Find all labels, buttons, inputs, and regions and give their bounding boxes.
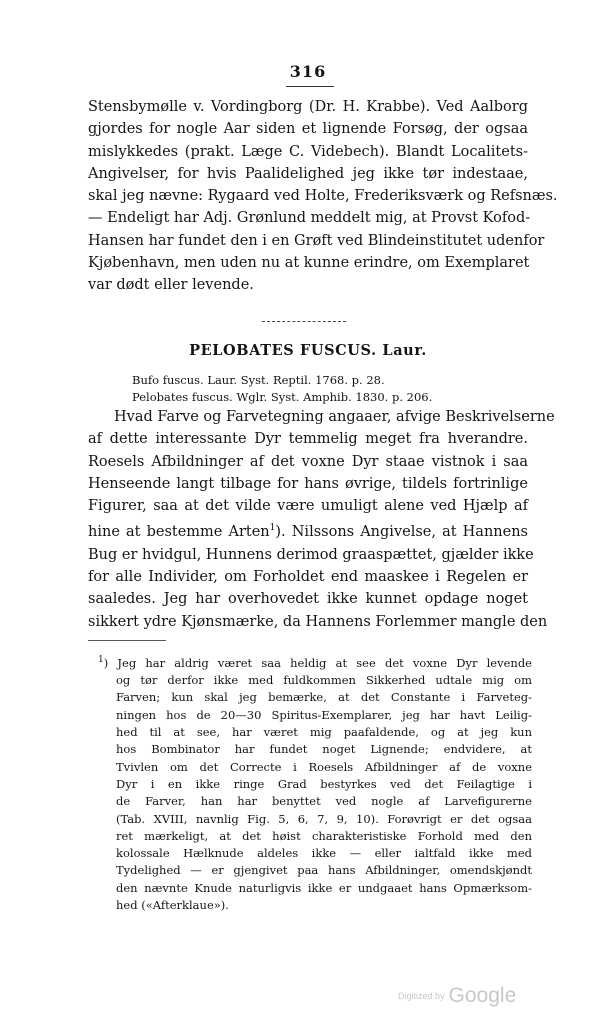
footnote — [98, 652, 532, 914]
text-line: af dette interessante Dyr temmelig meget fra hverandre. — [88, 431, 528, 448]
text-line-with-footnote-ref — [88, 517, 528, 543]
footnote-line: ningen hos de 20—30 Spiritus-Exemplarer, jeg har havt Leilig- — [116, 707, 532, 722]
footnote-line: hos Bombinator har fundet noget Lignende; endvidere, at — [116, 742, 532, 757]
footnote-line: ret mærkeligt, at det høist charakteristiske Forhold med den — [116, 828, 532, 843]
text-line: Stensbymølle v. Vordingborg (Dr. H. Krabbe). Ved Aalborg — [88, 99, 528, 115]
footnote-reference[interactable]: 1 — [269, 523, 276, 534]
section-divider — [262, 321, 346, 322]
footnote-line: og tør derfor ikke med fuldkommen Sikkerhed udtale mig om — [116, 673, 532, 688]
text-line: Figurer, saa at det vilde være umuligt alene ved Hjælp af — [88, 498, 528, 515]
synonym-entry: Bufo fuscus. Laur. Syst. Reptil. 1768. p. 28. — [132, 373, 385, 387]
text-line: gjordes for nogle Aar siden et lignende Forsøg, der ogsaa — [88, 121, 528, 138]
footnote-line: de Farver, han har benyttet ved nogle af Larvefigurerne — [116, 794, 532, 809]
text-segment: hine at bestemme Arten — [88, 524, 270, 541]
watermark-prefix: Digitized by — [398, 991, 445, 1001]
text-line: mislykkedes (prakt. Læge C. Videbech). Blandt Localitets- — [88, 143, 528, 160]
footnote-line: hed til at see, har været mig paafaldende, og at jeg kun — [116, 725, 532, 740]
footnote-line: (Tab. XVIII, navnlig Fig. 5, 6, 7, 9, 10). Forøvrigt er det ogsaa — [116, 811, 532, 826]
footnote-line: Dyr i en ikke ringe Grad bestyrkes ved det Feilagtige i — [116, 776, 532, 791]
footnote-line: Tvivlen om det Correcte i Roesels Afbildninger af de voxne — [116, 759, 532, 774]
text-line: var dødt eller levende. — [88, 277, 254, 294]
continued-paragraph — [88, 96, 558, 297]
section-heading: PELOBATES FUSCUS. Laur. — [189, 342, 427, 359]
text-line: Hvad Farve og Farvetegning angaaer, afvige Beskrivelserne — [114, 409, 555, 425]
page-number: 316 — [289, 62, 327, 81]
watermark-brand: Google — [448, 984, 517, 1007]
footnote-line: Farven; kun skal jeg bemærke, at det Constante i Farveteg- — [116, 690, 532, 705]
text-line: Roesels Afbildninger af det voxne Dyr staae vistnok i saa — [88, 453, 528, 470]
footnote-line: hed («Afterklaue»). — [116, 897, 229, 912]
footnote-line: den nævnte Knude naturligvis ikke er undgaaet hans Opmærksom- — [116, 880, 532, 895]
text-line: for alle Individer, om Forholdet end maaskee i Regelen er — [88, 568, 528, 585]
text-line: Angivelser, for hvis Paalidelighed jeg ikke tør indestaae, — [88, 165, 528, 182]
text-segment: ) Jeg har aldrig været saa heldig at see det voxne Dyr levende — [103, 655, 532, 670]
text-line: saaledes. Jeg har overhovedet ikke kunnet opdage noget — [88, 591, 528, 608]
text-line: Hansen har fundet den i en Grøft ved Blindeinstitutet udenfor — [88, 232, 545, 249]
footnote-line: Tydelighed — er gjengivet paa hans Afbildninger, omendskjøndt — [116, 863, 532, 878]
footnote-line — [98, 652, 532, 672]
text-line: skal jeg nævne: Rygaard ved Holte, Frederiksværk og Refsnæs. — [88, 188, 558, 205]
text-line: Kjøbenhavn, men uden nu at kunne erindre, om Exemplaret — [88, 255, 530, 272]
footnote-marker: 1 — [98, 655, 104, 665]
page-number-underline — [286, 86, 334, 87]
text-line: Bug er hvidgul, Hunnens derimod graaspættet, gjælder ikke — [88, 546, 534, 563]
footnote-separator — [88, 640, 166, 641]
digitization-watermark — [398, 984, 516, 1008]
text-line: Henseende langt tilbage for hans øvrige, tildels fortrinlige — [88, 475, 528, 492]
main-paragraph — [88, 406, 555, 633]
text-line: sikkert ydre Kjønsmærke, da Hannens Forlemmer mangle den — [88, 613, 548, 630]
synonym-entry: Pelobates fuscus. Wglr. Syst. Amphib. 1830. p. 206. — [132, 390, 433, 404]
text-line: — Endeligt har Adj. Grønlund meddelt mig, at Provst Kofod- — [88, 210, 531, 227]
footnote-line: kolossale Hælknude aldeles ikke — eller ialtfald ikke med — [116, 846, 532, 861]
synonym-list — [132, 372, 432, 406]
text-segment: ). Nilssons Angivelse, at Hannens — [275, 524, 528, 541]
